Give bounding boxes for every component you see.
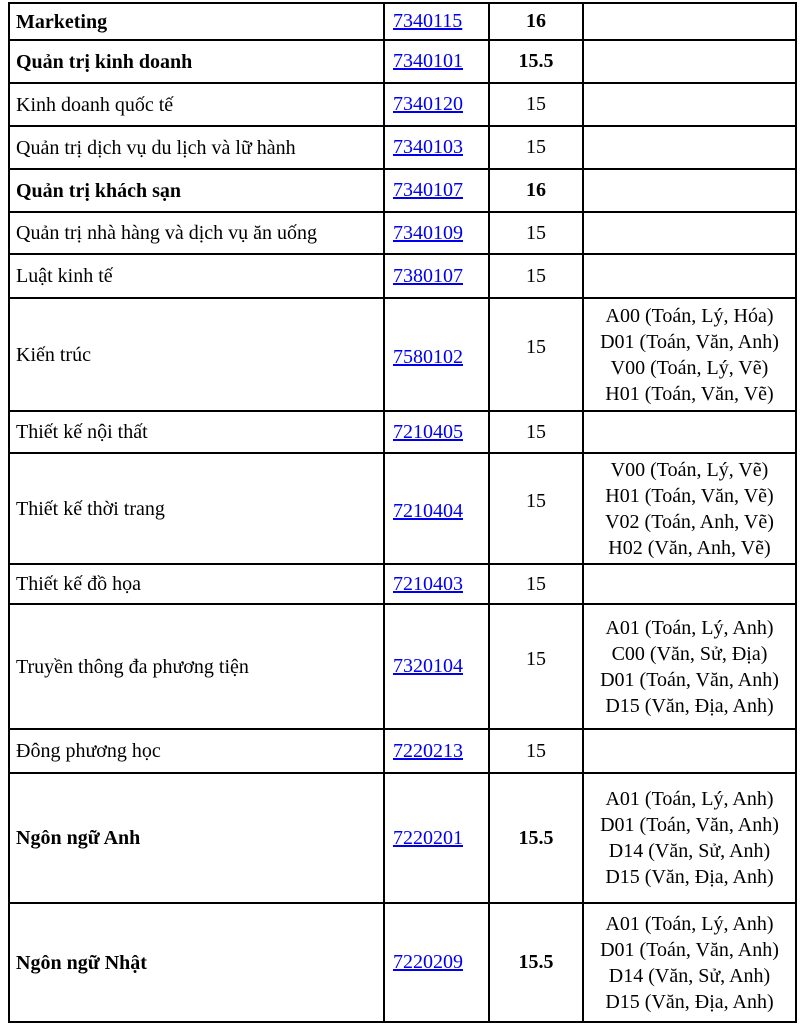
major-code-cell bbox=[384, 604, 489, 729]
combination-line: D01 (Toán, Văn, Anh) bbox=[600, 668, 779, 691]
major-name-cell: Ngôn ngữ Nhật bbox=[9, 903, 384, 1022]
combination-line: H01 (Toán, Văn, Vẽ) bbox=[605, 382, 774, 405]
major-code-cell bbox=[384, 903, 489, 1022]
subject-combinations-cell bbox=[583, 169, 796, 212]
major-code-link[interactable]: 7210405 bbox=[393, 420, 463, 443]
combination-line: H01 (Toán, Văn, Vẽ) bbox=[605, 484, 774, 507]
table-row bbox=[9, 126, 796, 169]
table-row bbox=[9, 40, 796, 83]
admission-scores-table bbox=[8, 2, 797, 1023]
major-name-cell: Quản trị khách sạn bbox=[9, 169, 384, 212]
major-code-link[interactable]: 7220213 bbox=[393, 739, 463, 762]
major-code-link[interactable]: 7320104 bbox=[393, 655, 463, 677]
score-cell: 15 bbox=[489, 604, 583, 729]
major-name-cell: Thiết kế đồ họa bbox=[9, 564, 384, 604]
major-name-cell: Quản trị dịch vụ du lịch và lữ hành bbox=[9, 126, 384, 169]
combination-line: A01 (Toán, Lý, Anh) bbox=[605, 616, 774, 639]
major-code-link[interactable]: 7340107 bbox=[393, 179, 463, 201]
combination-line: V02 (Toán, Anh, Vẽ) bbox=[605, 510, 774, 533]
major-name-cell: Marketing bbox=[9, 3, 384, 40]
major-code-cell bbox=[384, 729, 489, 773]
major-code-cell bbox=[384, 773, 489, 903]
subject-combinations-cell bbox=[583, 411, 796, 453]
table-row bbox=[9, 83, 796, 126]
combination-line: C00 (Văn, Sử, Địa) bbox=[611, 642, 768, 665]
major-code-cell bbox=[384, 254, 489, 298]
subject-combinations-cell bbox=[583, 604, 796, 729]
major-name-cell: Thiết kế nội thất bbox=[9, 411, 384, 453]
major-name-cell: Quản trị kinh doanh bbox=[9, 40, 384, 83]
combination-line: A01 (Toán, Lý, Anh) bbox=[605, 788, 774, 810]
table-row bbox=[9, 773, 796, 903]
combination-line: V00 (Toán, Lý, Vẽ) bbox=[610, 356, 769, 379]
major-code-cell bbox=[384, 453, 489, 564]
combination-line: D14 (Văn, Sử, Anh) bbox=[608, 964, 771, 987]
subject-combinations-cell bbox=[583, 903, 796, 1022]
combination-line: D01 (Toán, Văn, Anh) bbox=[600, 814, 779, 836]
combination-line: D15 (Văn, Địa, Anh) bbox=[605, 990, 774, 1013]
major-name-cell: Quản trị nhà hàng và dịch vụ ăn uống bbox=[9, 212, 384, 254]
subject-combinations-cell bbox=[583, 40, 796, 83]
combination-line: D01 (Toán, Văn, Anh) bbox=[600, 938, 779, 961]
major-code-link[interactable]: 7340101 bbox=[393, 50, 463, 72]
major-name-cell: Ngôn ngữ Anh bbox=[9, 773, 384, 903]
score-cell: 15 bbox=[489, 453, 583, 564]
admission-table-body bbox=[9, 3, 796, 1022]
combination-line: V00 (Toán, Lý, Vẽ) bbox=[610, 458, 769, 481]
major-code-link[interactable]: 7380107 bbox=[393, 264, 463, 287]
subject-combinations-cell bbox=[583, 564, 796, 604]
major-code-link[interactable]: 7210403 bbox=[393, 572, 463, 595]
major-name-cell: Kinh doanh quốc tế bbox=[9, 83, 384, 126]
table-row bbox=[9, 453, 796, 564]
subject-combinations-cell bbox=[583, 83, 796, 126]
combination-line: H02 (Văn, Anh, Vẽ) bbox=[608, 536, 771, 559]
table-row bbox=[9, 298, 796, 411]
major-code-cell bbox=[384, 40, 489, 83]
score-cell: 15.5 bbox=[489, 903, 583, 1022]
score-cell: 15 bbox=[489, 254, 583, 298]
subject-combinations-cell bbox=[583, 212, 796, 254]
major-code-cell bbox=[384, 411, 489, 453]
score-cell: 15 bbox=[489, 83, 583, 126]
score-cell: 15.5 bbox=[489, 773, 583, 903]
score-cell: 15 bbox=[489, 126, 583, 169]
combination-line: D15 (Văn, Địa, Anh) bbox=[605, 866, 774, 888]
subject-combinations-cell bbox=[583, 729, 796, 773]
page bbox=[0, 2, 807, 1026]
major-code-cell bbox=[384, 564, 489, 604]
subject-combinations-cell bbox=[583, 773, 796, 903]
subject-combinations-cell bbox=[583, 298, 796, 411]
major-code-cell bbox=[384, 212, 489, 254]
major-code-link[interactable]: 7340109 bbox=[393, 221, 463, 244]
major-code-link[interactable]: 7210404 bbox=[393, 499, 463, 522]
table-row bbox=[9, 903, 796, 1022]
table-row bbox=[9, 254, 796, 298]
score-cell: 15 bbox=[489, 212, 583, 254]
subject-combinations-cell bbox=[583, 126, 796, 169]
major-name-cell: Kiến trúc bbox=[9, 298, 384, 411]
subject-combinations-cell bbox=[583, 254, 796, 298]
major-code-link[interactable]: 7340115 bbox=[393, 10, 463, 32]
subject-combinations-cell bbox=[583, 3, 796, 40]
combination-line: D14 (Văn, Sử, Anh) bbox=[608, 840, 771, 862]
score-cell: 16 bbox=[489, 3, 583, 40]
score-cell: 15 bbox=[489, 411, 583, 453]
score-cell: 15 bbox=[489, 729, 583, 773]
table-row bbox=[9, 169, 796, 212]
major-code-link[interactable]: 7220201 bbox=[393, 826, 463, 849]
subject-combinations-cell bbox=[583, 453, 796, 564]
score-cell: 16 bbox=[489, 169, 583, 212]
major-code-cell bbox=[384, 83, 489, 126]
major-code-link[interactable]: 7340103 bbox=[393, 136, 463, 158]
major-code-link[interactable]: 7220209 bbox=[393, 951, 463, 973]
major-name-cell: Truyền thông đa phương tiện bbox=[9, 604, 384, 729]
table-row bbox=[9, 604, 796, 729]
score-cell: 15 bbox=[489, 298, 583, 411]
major-code-cell bbox=[384, 3, 489, 40]
score-cell: 15 bbox=[489, 564, 583, 604]
combination-line: A01 (Toán, Lý, Anh) bbox=[605, 912, 774, 935]
combination-line: D15 (Văn, Địa, Anh) bbox=[605, 694, 774, 717]
major-name-cell: Đông phương học bbox=[9, 729, 384, 773]
score-cell: 15.5 bbox=[489, 40, 583, 83]
table-row bbox=[9, 729, 796, 773]
major-code-link[interactable]: 7340120 bbox=[393, 93, 463, 115]
combination-line: D01 (Toán, Văn, Anh) bbox=[600, 330, 779, 353]
major-name-cell: Luật kinh tế bbox=[9, 254, 384, 298]
table-row bbox=[9, 411, 796, 453]
major-code-link[interactable]: 7580102 bbox=[393, 345, 463, 368]
table-row bbox=[9, 212, 796, 254]
table-row bbox=[9, 564, 796, 604]
major-name-cell: Thiết kế thời trang bbox=[9, 453, 384, 564]
major-code-cell bbox=[384, 298, 489, 411]
table-row bbox=[9, 3, 796, 40]
major-code-cell bbox=[384, 126, 489, 169]
combination-line: A00 (Toán, Lý, Hóa) bbox=[605, 304, 774, 327]
major-code-cell bbox=[384, 169, 489, 212]
